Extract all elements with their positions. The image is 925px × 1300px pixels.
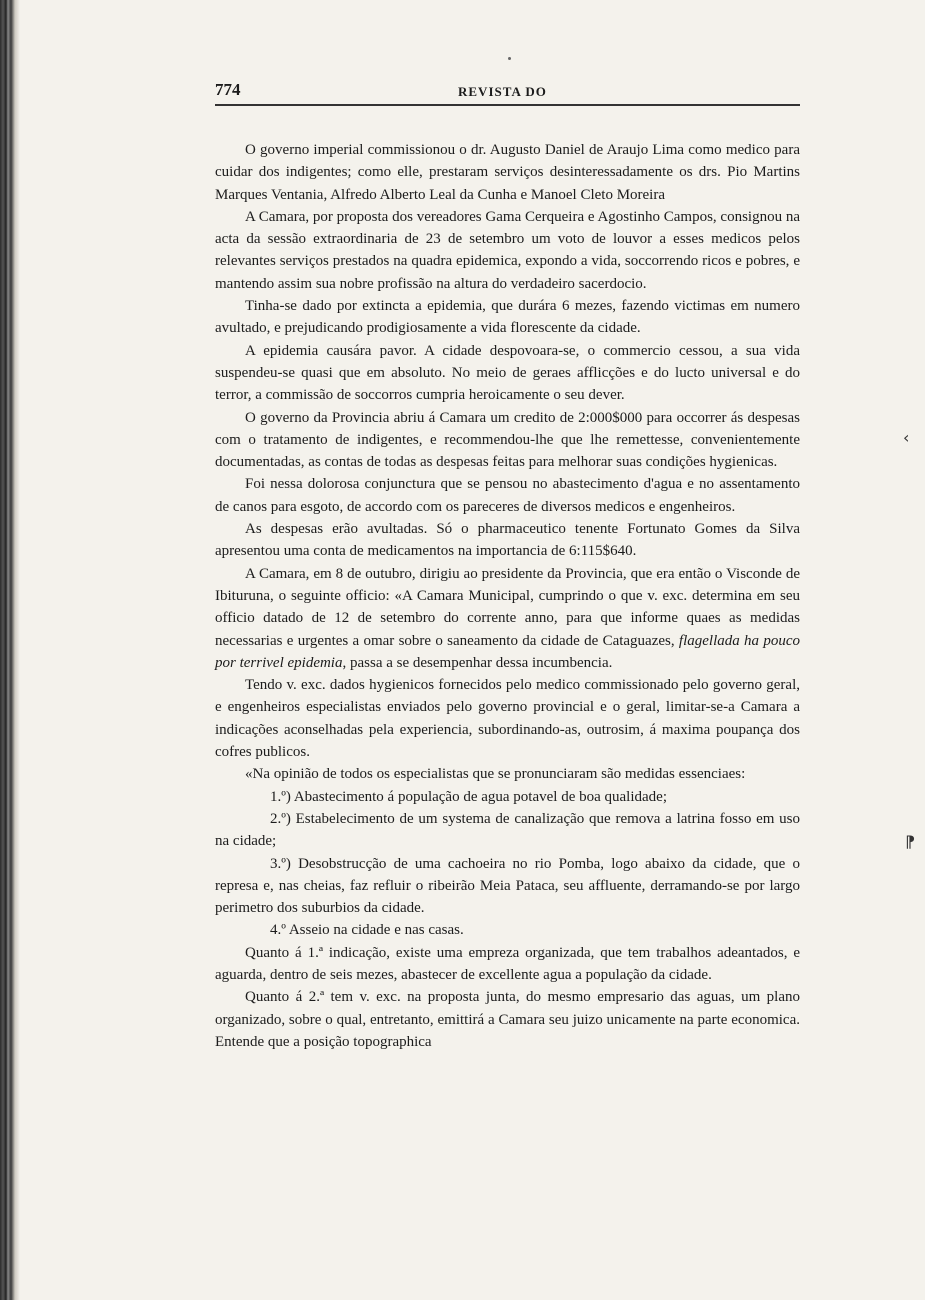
text-run: Quanto á 1.ª indicação, existe uma empreza organizada, que tem trabalhos adeantados, e aguarda, dentro de seis mezes, abastecer de excellente agua a população da cidade.: [215, 944, 800, 983]
paragraph: [215, 942, 800, 987]
list-item-paragraph: [215, 786, 800, 808]
paragraph: [215, 473, 800, 518]
italic-quote: flagellada ha pouco por terrivel epidemia: [215, 632, 800, 671]
body-text: [215, 139, 800, 1053]
book-binding-edge: [0, 0, 20, 1300]
text-run: «Na opinião de todos os especialistas que se pronunciaram são medidas essenciaes:: [245, 766, 746, 783]
text-run: Foi nessa dolorosa conjunctura que se pensou no abastecimento d'agua e no assentamento de canos para esgoto, de accordo com os pareceres de diversos medicos e engenheiros.: [215, 476, 800, 515]
paragraph: [215, 340, 800, 407]
text-run: A epidemia causára pavor. A cidade despovoara-se, o commercio cessou, a sua vida suspendeu-se quasi que em absoluto. No meio de geraes afflicções e do lucto universal e do terror, a commissão de soccorros cumpria heroicamente o seu dever.: [215, 342, 800, 404]
text-run: 2.º) Estabelecimento de um systema de canalização que remova a latrina fosso em uso na cidade;: [215, 810, 800, 850]
text-run: 1.º) Abastecimento á população de agua potavel de boa qualidade;: [270, 788, 668, 805]
text-run: As despesas erão avultadas. Só o pharmaceutico tenente Fortunato Gomes da Silva apresentou uma conta de medicamentos na importancia de 6:115$640.: [215, 521, 800, 560]
paragraph: [215, 763, 800, 785]
print-speck: [508, 57, 511, 60]
margin-mark: ⁋: [905, 832, 916, 851]
paragraph: [215, 563, 800, 674]
paragraph: [215, 295, 800, 340]
text-run: A Camara, em 8 de outubro, dirigiu ao presidente da Provincia, que era então o Visconde de Ibituruna, o seguinte officio: «A Camara Municipal, cumprindo o que v. exc. determina em seu officio datado de 12 de setembro do corrente anno, para que informe quaes as medidas necessarias e urgentes a omar sobre o saneamento da cidade de Cataguazes,: [215, 565, 800, 649]
text-run: 4.º Asseio na cidade e nas casas.: [270, 922, 464, 939]
list-item-paragraph: [215, 808, 800, 853]
text-run: Quanto á 2.ª tem v. exc. na proposta junta, do mesmo empresario das aguas, um plano organizado, sobre o qual, entretanto, emittirá a Camara seu juizo unicamente na parte economica. Entende que a posição topographica: [215, 989, 800, 1050]
paragraph: [215, 139, 800, 206]
text-run: O governo da Provincia abriu á Camara um credito de 2:000$000 para occorrer ás despesas com o tratamento de indigentes, e recommendou-lhe que lhe remettesse, convenientemente documentadas, as contas de todas as despesas feitas para melhorar suas condições hygienicas.: [215, 409, 800, 471]
text-run: Tendo v. exc. dados hygienicos fornecidos pelo medico commissionado pelo governo geral, e engenheiros especialistas enviados pelo governo provincial e o geral, limitar-se-a Camara a indicações aconselhadas pela experiencia, subordinando-as, outrosim, á maxima poupança dos cofres publicos.: [215, 677, 800, 761]
page-number: 774: [215, 80, 241, 99]
list-item-paragraph: [215, 853, 800, 920]
paragraph: [215, 986, 800, 1053]
book-page: [215, 80, 800, 1053]
text-run: O governo imperial commissionou o dr. Augusto Daniel de Araujo Lima como medico para cuidar dos indigentes; como elle, prestaram serviços desinteressadamente os drs. Pio Martins Marques Ventania, Alfredo Alberto Leal da Cunha e Manoel Cleto Moreira: [215, 142, 800, 203]
paragraph: [215, 206, 800, 295]
text-run: 3.º) Desobstrucção de uma cachoeira no rio Pomba, logo abaixo da cidade, que o represa e, nas cheias, faz refluir o ribeirão Meia Pataca, seu affluente, derramando-se por largo perimetro dos suburbios da cidade.: [215, 855, 800, 917]
running-head: REVISTA DO: [458, 84, 547, 99]
text-run: A Camara, por proposta dos vereadores Gama Cerqueira e Agostinho Campos, consignou na acta da sessão extraordinaria de 23 de setembro um voto de louvor a esses medicos pelos relevantes serviços prestados na quadra epidemica, expondo a vida, soccorrendo ricos e pobres, e mantendo assim sua nobre profissão na altura do verdadeiro sacerdocio.: [215, 208, 800, 292]
text-run: Tinha-se dado por extincta a epidemia, que durára 6 mezes, fazendo victimas em numero avultado, e prejudicando prodigiosamente a vida florescente da cidade.: [215, 298, 800, 337]
page-header: [215, 80, 800, 106]
list-item-paragraph: [215, 919, 800, 941]
paragraph: [215, 518, 800, 563]
text-run: , passa a se desempenhar dessa incumbencia.: [342, 654, 613, 671]
margin-mark: ‹: [903, 428, 910, 447]
paragraph: [215, 407, 800, 474]
paragraph: [215, 674, 800, 763]
